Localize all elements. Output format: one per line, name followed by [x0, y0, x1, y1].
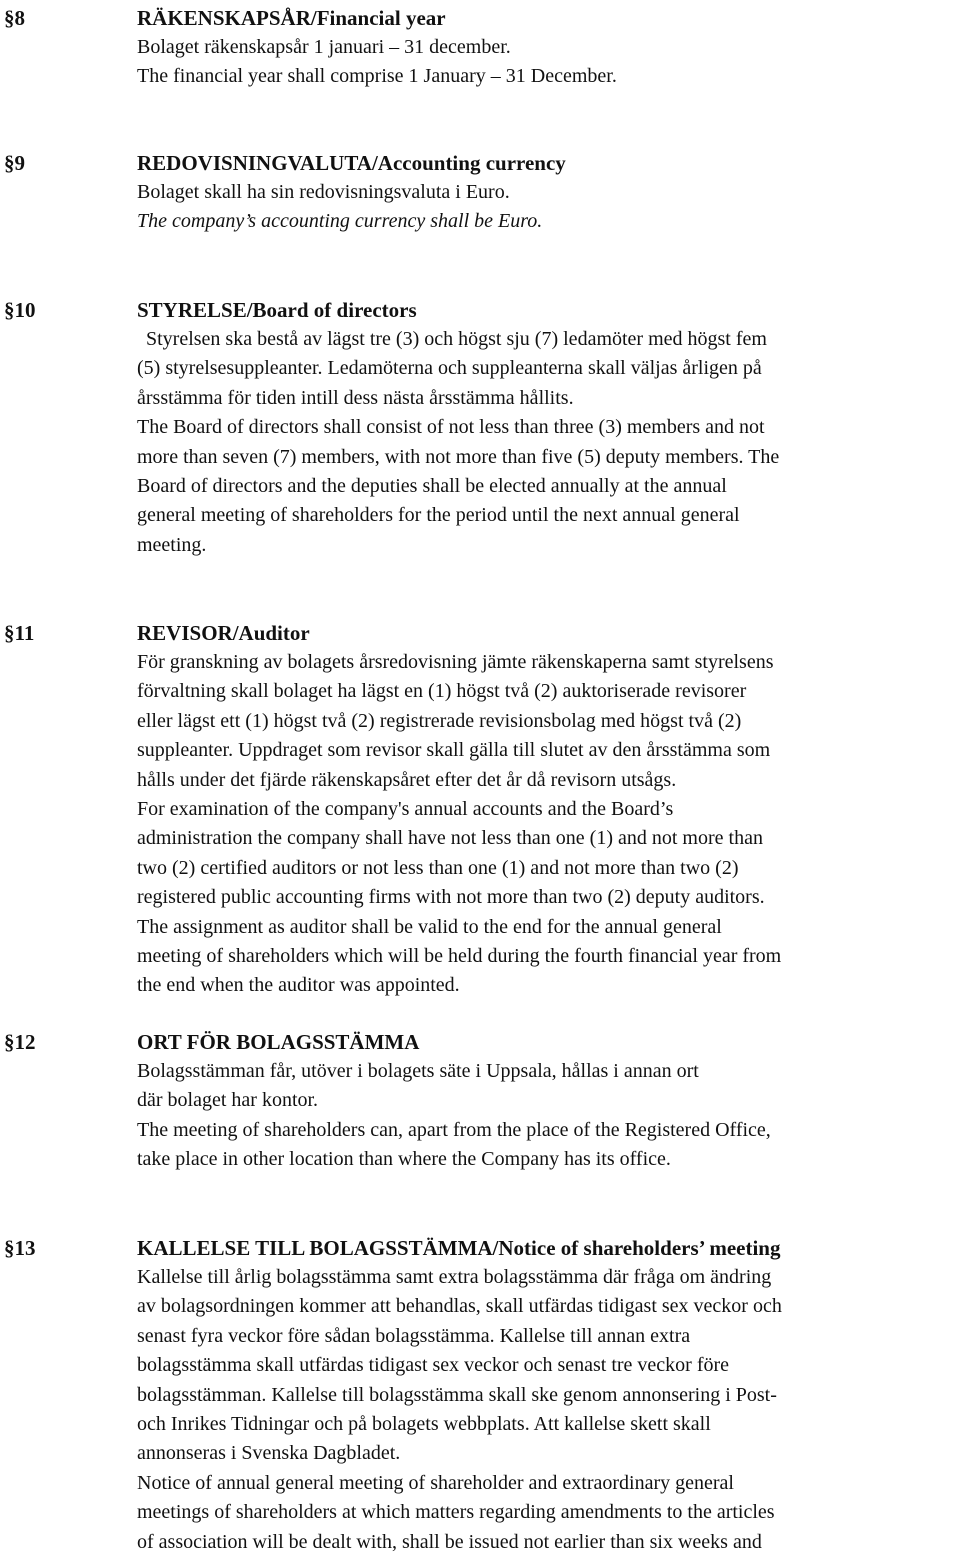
text-line: The Board of directors shall consist of not less than three (3) members and not [137, 416, 765, 439]
paragraph-swedish [137, 33, 956, 62]
text-line: two (2) certified auditors or not less than one (1) and not more than two (2) [137, 856, 739, 879]
text-line: och Inrikes Tidningar och på bolagets webbplats. Att kallelse skett skall [137, 1413, 711, 1436]
section-body [137, 619, 956, 1001]
section-title: STYRELSE/Board of directors [137, 298, 417, 322]
paragraph-swedish [137, 648, 956, 795]
text-line: registered public accounting firms with not more than two (2) deputy auditors. [137, 886, 765, 909]
text-line: administration the company shall have not less than one (1) and not more than [137, 827, 763, 850]
text-line: general meeting of shareholders for the period until the next annual general [137, 504, 740, 527]
paragraph-swedish [137, 325, 956, 413]
text-line: eller lägst ett (1) högst två (2) registrerade revisionsbolag med högst två (2) [137, 709, 742, 732]
section-title: RÄKENSKAPSÅR/Financial year [137, 6, 446, 30]
text-line: meeting. [137, 533, 207, 556]
text-line: The financial year shall comprise 1 January – 31 December. [137, 65, 617, 88]
section-number: §8 [4, 6, 25, 30]
section-number: §11 [4, 621, 35, 645]
text-line: av bolagsordningen kommer att behandlas, skall utfärdas tidigast sex veckor och [137, 1295, 782, 1318]
paragraph-swedish [137, 1263, 956, 1469]
text-line: senast fyra veckor före sådan bolagsstämma. Kallelse till annan extra [137, 1324, 691, 1347]
paragraph-english [137, 413, 956, 560]
paragraph-english [137, 1469, 956, 1557]
section-title: REVISOR/Auditor [137, 621, 310, 645]
paragraph-english [137, 207, 956, 236]
text-line: förvaltning skall bolaget ha lägst en (1) högst två (2) auktoriserade revisorer [137, 680, 747, 703]
paragraph-english [137, 795, 956, 1001]
text-line: bolagsstämma skall utfärdas tidigast sex veckor och senast tre veckor före [137, 1354, 730, 1377]
section-body [137, 4, 956, 92]
section-body [137, 296, 956, 560]
section-body [137, 1028, 956, 1175]
paragraph-swedish [137, 1057, 956, 1116]
text-line: bolagsstämman. Kallelse till bolagsstämma skall ske genom annonsering i Post- [137, 1383, 777, 1406]
text-line: Notice of annual general meeting of shareholder and extraordinary general [137, 1471, 734, 1494]
text-line: (5) styrelsesuppleanter. Ledamöterna och suppleanterna skall väljas årligen på [137, 357, 762, 380]
text-line: more than seven (7) members, with not more than five (5) deputy members. The [137, 445, 780, 468]
section-title: REDOVISNINGVALUTA/Accounting currency [137, 151, 566, 175]
section-number: §10 [4, 298, 36, 322]
text-line: meetings of shareholders at which matters regarding amendments to the articles [137, 1501, 775, 1524]
section-body [137, 149, 956, 237]
text-line: suppleanter. Uppdraget som revisor skall gälla till slutet av den årsstämma som [137, 739, 771, 762]
section-number: §12 [4, 1030, 36, 1054]
section-number: §13 [4, 1236, 36, 1260]
text-line: For examination of the company's annual accounts and the Board’s [137, 798, 674, 821]
text-line: the end when the auditor was appointed. [137, 974, 460, 997]
paragraph-english [137, 62, 956, 91]
text-line: hålls under det fjärde räkenskapsåret efter det år då revisorn utsågs. [137, 768, 677, 791]
text-line: take place in other location than where the Company has its office. [137, 1148, 671, 1171]
section-title: KALLELSE TILL BOLAGSSTÄMMA/Notice of shareholders’ meeting [137, 1236, 781, 1260]
text-line: The assignment as auditor shall be valid to the end for the annual general [137, 915, 722, 938]
section-number: §9 [4, 151, 25, 175]
text-line: annonseras i Svenska Dagbladet. [137, 1442, 401, 1465]
text-line: of association will be dealt with, shall be issued not earlier than six weeks and [137, 1530, 762, 1553]
text-line: Kallelse till årlig bolagsstämma samt extra bolagsstämma där fråga om ändring [137, 1266, 772, 1288]
text-line: årsstämma för tiden intill dess nästa årsstämma hållits. [137, 386, 574, 409]
text-line: Bolaget skall ha sin redovisningsvaluta i Euro. [137, 181, 510, 203]
paragraph-swedish [137, 178, 956, 207]
text-line: För granskning av bolagets årsredovisning jämte räkenskaperna samt styrelsens [137, 651, 774, 673]
section-body [137, 1234, 956, 1557]
paragraph-english [137, 1116, 956, 1175]
section-title: ORT FÖR BOLAGSSTÄMMA [137, 1030, 420, 1054]
text-line: där bolaget har kontor. [137, 1089, 319, 1112]
text-line: Styrelsen ska bestå av lägst tre (3) och högst sju (7) ledamöter med högst fem [146, 328, 767, 350]
text-line: Bolagsstämman får, utöver i bolagets säte i Uppsala, hållas i annan ort [137, 1060, 699, 1082]
text-line: meeting of shareholders which will be held during the fourth financial year from [137, 945, 782, 968]
text-line: Board of directors and the deputies shall be elected annually at the annual [137, 475, 727, 498]
text-line: The company’s accounting currency shall be Euro. [137, 210, 543, 233]
text-line: The meeting of shareholders can, apart from the place of the Registered Office, [137, 1118, 771, 1141]
text-line: Bolaget räkenskapsår 1 januari – 31 december. [137, 36, 511, 58]
